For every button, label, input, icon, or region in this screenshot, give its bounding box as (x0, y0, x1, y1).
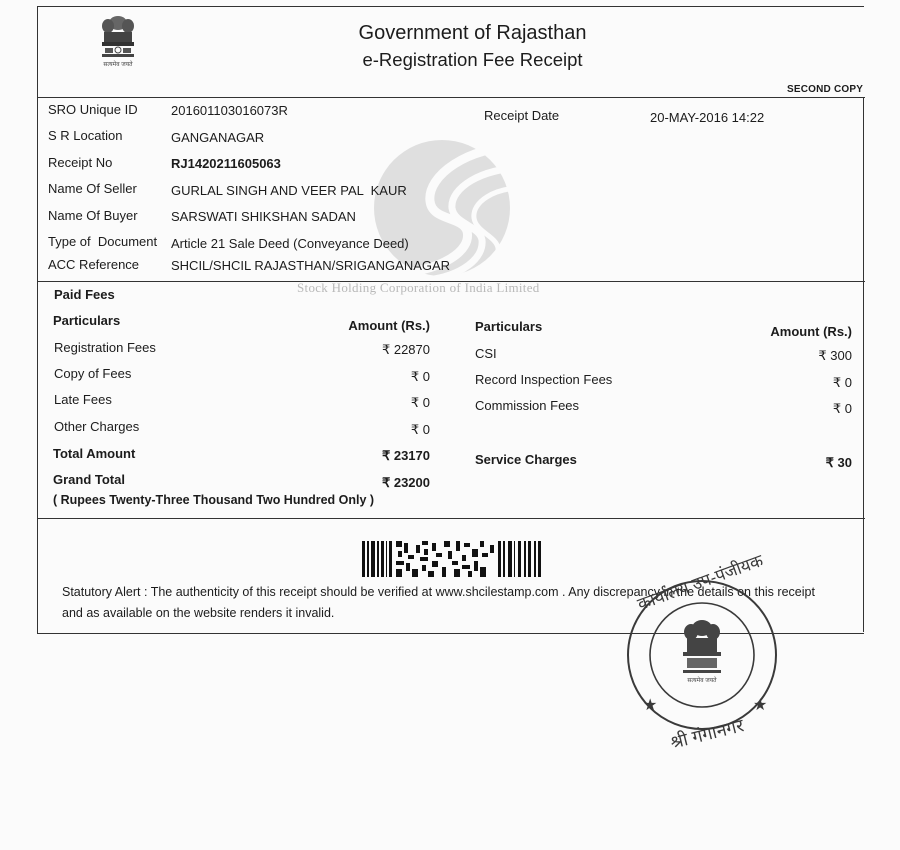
amount-in-words: ( Rupees Twenty-Three Thousand Two Hundred Only ) (53, 493, 375, 507)
paid-fees-heading: Paid Fees (54, 287, 115, 302)
grand-total-label: Grand Total (53, 472, 125, 487)
sro-id-value: 201601103016073R (171, 103, 288, 118)
emblem-caption: सत्यमेव जयते (103, 62, 133, 68)
acc-reference-label: ACC Reference (48, 257, 140, 272)
fee-amount: ₹ 300 (818, 348, 852, 363)
left-particulars-header: Particulars (53, 313, 121, 328)
right-amount-header: Amount (Rs.) (770, 324, 852, 339)
fee-amount: ₹ 22870 (381, 342, 430, 357)
buyer-value: SARSWATI SHIKSHAN SADAN (171, 209, 356, 224)
seller-label: Name Of Seller (48, 181, 137, 196)
receipt-no-value: RJ1420211605063 (171, 156, 281, 171)
total-amount-label: Total Amount (53, 446, 136, 461)
sro-id-label: SRO Unique ID (48, 102, 138, 117)
page-subtitle: e-Registration Fee Receipt (362, 49, 583, 70)
service-charges-value: ₹ 30 (825, 455, 852, 470)
doc-type-label: Type of Document (48, 234, 158, 249)
sr-location-value: GANGANAGAR (171, 130, 265, 145)
receipt-frame (37, 6, 864, 634)
statutory-alert-line2: and as available on the website renders it invalid. (62, 606, 335, 620)
fee-name: Late Fees (54, 392, 112, 407)
sr-location-label: S R Location (48, 128, 123, 143)
receipt-no-label: Receipt No (48, 155, 113, 170)
fee-amount: ₹ 0 (410, 395, 430, 410)
receipt-date-value: 20-MAY-2016 14:22 (650, 110, 765, 125)
copy-label: SECOND COPY (787, 84, 864, 95)
grand-total-value: ₹ 23200 (381, 475, 430, 490)
fee-name: Other Charges (54, 419, 140, 434)
fee-name: Record Inspection Fees (475, 372, 613, 387)
fees-divider (37, 518, 865, 519)
fee-name: Registration Fees (54, 340, 156, 355)
receipt-right-border (863, 98, 864, 632)
fee-name: Copy of Fees (54, 366, 132, 381)
svg-text:★: ★ (643, 695, 658, 714)
doc-type-value: Article 21 Sale Deed (Conveyance Deed) (171, 236, 409, 251)
statutory-alert-line1: Statutory Alert : The authenticity of this receipt should be verified at www.shcilestamp.com . Any discrepancy in the details on this receipt (62, 585, 815, 599)
total-amount-value: ₹ 23170 (381, 448, 430, 463)
fee-name: CSI (475, 346, 497, 361)
service-charges-label: Service Charges (475, 452, 577, 467)
barcode-icon (362, 541, 542, 577)
buyer-label: Name Of Buyer (48, 208, 138, 223)
stamp-bottom-text: श्री गंगानगर (668, 715, 746, 753)
fee-name: Commission Fees (475, 398, 580, 413)
right-particulars-header: Particulars (475, 319, 543, 334)
acc-reference-value: SHCIL/SHCIL RAJASTHAN/SRIGANGANAGAR (171, 258, 451, 273)
stamp-top-text: कार्यालय उप-पंजीयक (635, 550, 766, 614)
stamp-center-caption: सत्यमेव जयते (687, 678, 717, 684)
left-amount-header: Amount (Rs.) (348, 318, 430, 333)
seller-value: GURLAL SINGH AND VEER PAL KAUR (171, 183, 407, 198)
page-title: Government of Rajasthan (358, 22, 587, 44)
svg-text:★: ★ (753, 695, 768, 714)
header-divider (37, 97, 865, 98)
fee-amount: ₹ 0 (832, 375, 852, 390)
fee-amount: ₹ 0 (410, 369, 430, 384)
fee-amount: ₹ 0 (832, 401, 852, 416)
sub-registrar-stamp (617, 550, 797, 780)
receipt-date-label: Receipt Date (484, 108, 560, 123)
watermark-company-name: Stock Holding Corporation of India Limited (297, 280, 540, 295)
fee-amount: ₹ 0 (410, 422, 430, 437)
